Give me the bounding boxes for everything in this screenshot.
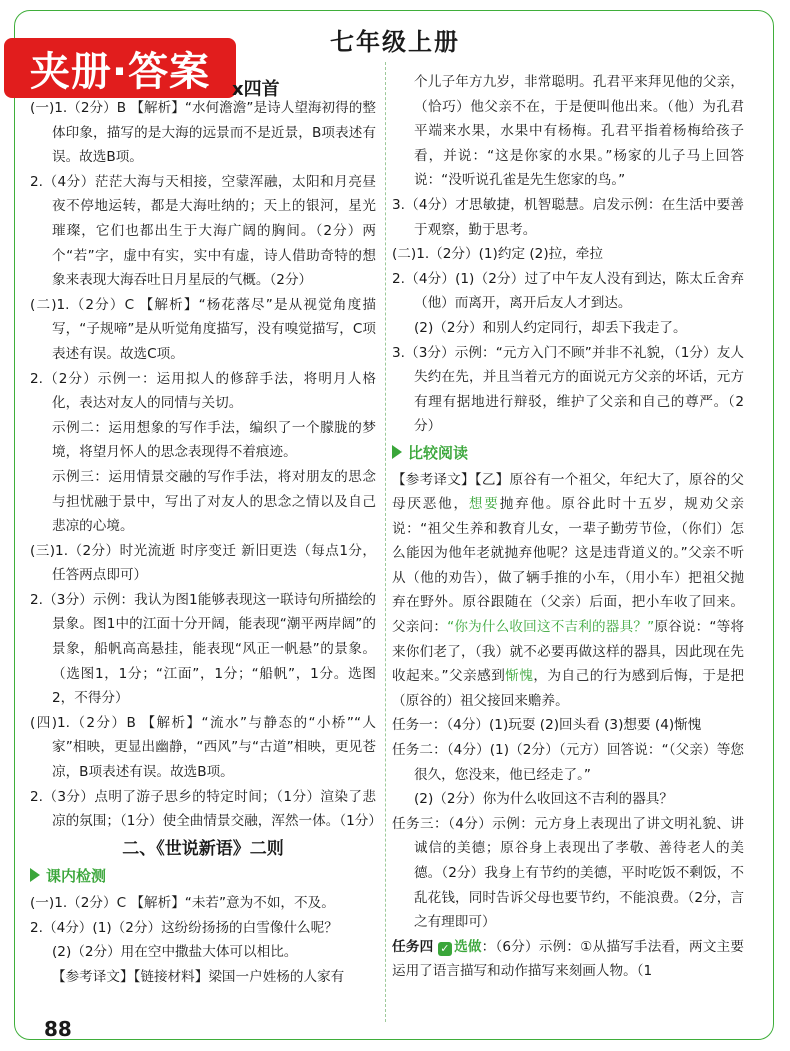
answer-item: 2.（3分）点明了游子思乡的特定时间；（1分）渲染了悲凉的氛围；（1分）使全曲情景交融，浑然一体。（1分） xyxy=(30,788,382,830)
right-column xyxy=(392,70,744,984)
answer-item: 3.（3分）示例：“元方入门不顾”并非不礼貌，（1分）友人失约在先，并且当着元方的面说元方父亲的坏话，元方有理有据地进行辩驳，维护了父亲和自己的尊严。（2分） xyxy=(392,344,744,435)
answer-item: 2.（3分）示例：我认为图1能够表现这一联诗句所描绘的景象。图1中的江面十分开阔，能表现“潮平两岸阔”的景象，船帆高高悬挂，能表现“风正一帆悬”的景象。（选图1，1分；“江面”，1分；“船帆”，1分。选图2，不得分） xyxy=(30,591,376,707)
answer-item: (一)1.（2分）B 【解析】“水何澹澹”是诗人望海初得的整体印象，描写的是大海的远景而不是近景，B项表述有误。故选B项。 xyxy=(30,100,376,166)
answer-item: 2.（2分）示例一：运用拟人的修辞手法，将明月人格化，表达对友人的同情与关切。 xyxy=(30,370,376,412)
task-answer: (2)（2分）你为什么收回这不吉利的器具？ xyxy=(414,791,673,808)
answer-item: 【参考译文】【链接材料】梁国一户姓杨的人家有 xyxy=(52,968,345,985)
subsection-in-class: 课内检测 xyxy=(30,864,376,889)
task-answer: 任务三：（4分）示例：元方身上表现出了讲文明礼貌、讲诚信的美德；原谷身上表现出了孝敬、善待老人的美德。（2分）我身上有节约的美德，平时吃饭不剩饭，不乱花钱，同时告诉父母也要节约，不能浪费。（2分，言之有理即可） xyxy=(392,815,744,931)
task-answer: 任务二：（4分）(1)（2分）（元方）回答说：“（父亲）等您很久，您没来，他已经走了。” xyxy=(392,742,744,783)
answer-item: 2.（4分）(1)（2分）这纷纷扬扬的白雪像什么呢？ xyxy=(30,919,338,936)
answer-item: 示例二：运用想象的写作手法，编织了一个朦胧的梦境，将望月怀人的思念表现得不着痕迹。 xyxy=(52,419,376,461)
section-heading-partial: x四首 xyxy=(232,79,280,100)
answer-item: (三)1.（2分）时光流逝 时序变迁 新旧更迭（每点1分，任答两点即可） xyxy=(30,542,376,584)
subsection-comparative: 比较阅读 xyxy=(392,441,744,466)
answer-item: (二)1.（2分）C 【解析】“杨花落尽”是从视觉角度描写，“子规啼”是从听觉角度描写，没有嗅觉描写，C项表述有误。故选C项。 xyxy=(30,296,376,362)
page-title: 七年级上册 xyxy=(330,27,460,56)
check-icon: ✓ xyxy=(438,942,452,956)
translation-paragraph: 【参考译文】【乙】原谷有一个祖父，年纪大了，原谷的父母厌恶他，想要抛弃他。原谷此时十五岁，规劝父亲说：“祖父生养和教育儿女，一辈子勤劳节俭，（你们）怎么能因为他年老就抛弃他呢？这是违背道义的。”父亲不听从（他的劝告），做了辆手推的小车，（用小车）把祖父抛弃在野外。原谷跟随在（父亲）后面，把小车收了回来。父亲问：“你为什么收回这不吉利的器具？”原谷说：“等将来你们老了，（我）就不必要再做这样的器具，因此现在先收起来。”父亲感到惭愧，为自己的行为感到后悔，于是把（原谷的）祖父接回来赡养。 xyxy=(392,471,745,709)
answer-item: (一)1.（2分）C 【解析】“未若”意为不如，不及。 xyxy=(30,895,335,911)
left-column xyxy=(30,96,382,989)
task-answer: 任务四 ✓ 选做：（6分）示例：①从描写手法看，两文主要运用了语言描写和动作描写来刻画人物。（1 xyxy=(392,938,744,980)
answer-badge: 夹册·答案 xyxy=(4,38,236,98)
answer-item: 示例三：运用情景交融的写作手法，将对朋友的思念与担忧融于景中，写出了对友人的思念之情以及自己悲凉的心境。 xyxy=(52,468,376,535)
triangle-icon xyxy=(392,445,402,459)
page-number: 88 xyxy=(44,1017,72,1041)
answer-item: (2)（2分）和别人约定同行，却丢下我走了。 xyxy=(414,319,687,336)
answer-item: 2.（4分）茫茫大海与天相接，空蒙浑融，太阳和月亮昼夜不停地运转，都是大海吐纳的；天上的银河，星光璀璨，它们也都出生于大海广阔的胸间。（2分）两个“若”字，虚中有实，实中有虚，诗人借助奇特的想象来表现大海吞吐日月星辰的气概。（2分） xyxy=(30,173,376,289)
answer-item: (四)1.（2分）B 【解析】“流水”与静态的“小桥”“人家”相映，更显出幽静，“西风”与“古道”相映，更见苍凉，B项表述有误。故选B项。 xyxy=(30,714,376,781)
column-divider xyxy=(385,62,386,1022)
answer-item: (2)（2分）用在空中撒盐大体可以相比。 xyxy=(52,944,298,961)
section-title: 二、《世说新语》二则 xyxy=(122,838,284,859)
task-answer: 任务一：（4分）(1)玩耍 (2)回头看 (3)想要 (4)惭愧 xyxy=(392,717,702,734)
triangle-icon xyxy=(30,868,40,882)
answer-item: 3.（4分）才思敏捷，机智聪慧。启发示例：在生活中要善于观察，勤于思考。 xyxy=(392,196,744,238)
answer-item: 个儿子年方九岁，非常聪明。孔君平来拜见他的父亲，（恰巧）他父亲不在，于是便叫他出来。（他）为孔君平端来水果，水果中有杨梅。孔君平指着杨梅给孩子看，并说：“这是你家的水果。”杨家的儿子马上回答说：“没听说孔雀是先生您家的鸟。” xyxy=(414,74,744,189)
answer-item: (二)1.（2分）(1)约定 (2)拉，牵拉 xyxy=(392,246,603,263)
answer-item: 2.（4分）(1)（2分）过了中午友人没有到达，陈太丘舍弃（他）而离开，离开后友人才到达。 xyxy=(392,270,744,312)
